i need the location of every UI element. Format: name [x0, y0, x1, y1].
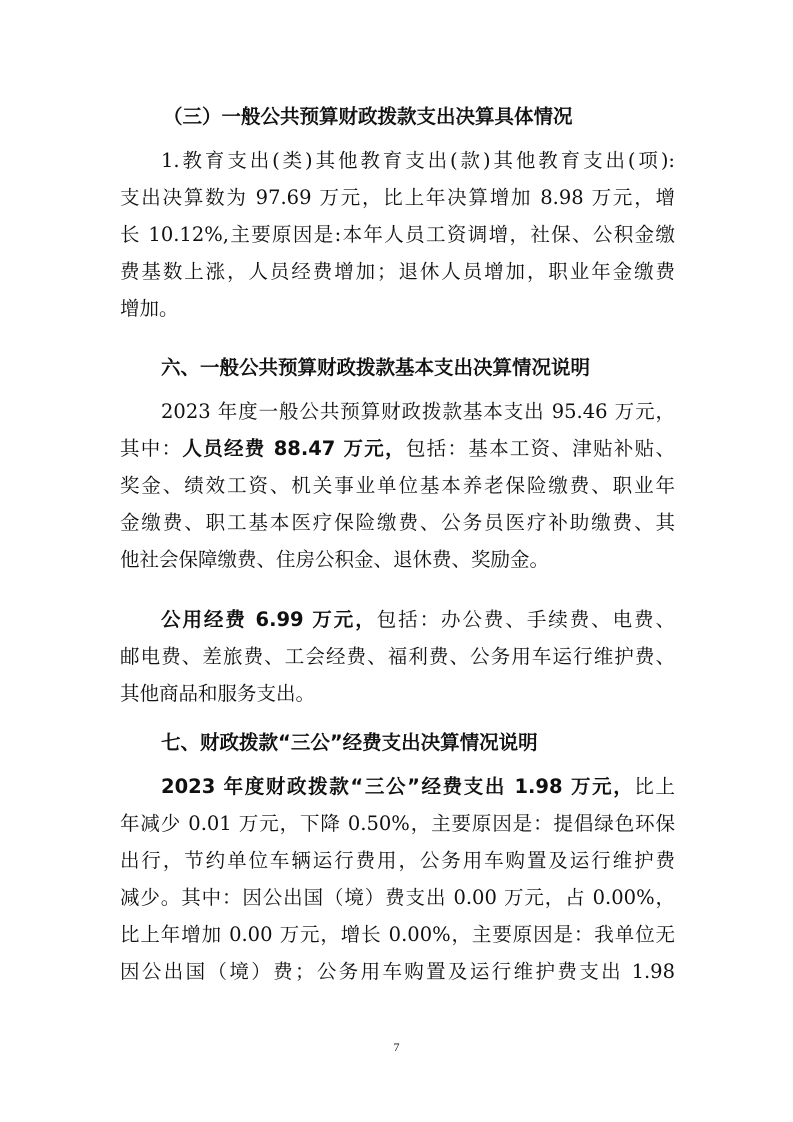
paragraph-line: 1.教育支出(类)其他教育支出(款)其他教育支出(项):: [161, 149, 675, 172]
paragraph-line: [120, 430, 675, 467]
text-run: 包括：办公费、手续费、电费、: [376, 608, 675, 631]
page-number: 7: [393, 1040, 400, 1054]
paragraph-line: 其他商品和服务支出。: [120, 682, 316, 705]
section-3-paragraph: [120, 142, 675, 327]
paragraph-line: 减少。其中：因公出国（境）费支出 0.00 万元，占 0.00%，: [120, 886, 675, 909]
paragraph-line: 长 10.12%,主要原因是:本年人员工资调增，社保、公积金缴: [120, 223, 675, 246]
section-7-paragraph: [120, 768, 675, 990]
text-run: 包括：基本工资、津贴补贴、: [405, 437, 675, 460]
section-6-paragraph-1: [120, 393, 675, 578]
public-cost-highlight: 公用经费 6.99 万元，: [161, 608, 377, 631]
paragraph-line: 他社会保障缴费、住房公积金、退休费、奖励金。: [120, 548, 550, 571]
paragraph-line: 年减少 0.01 万元，下降 0.50%，主要原因是：提倡绿色环保: [120, 812, 675, 835]
paragraph-line: 邮电费、差旅费、工会经费、福利费、公务用车运行维护费、: [120, 645, 675, 668]
text-run: 其中：: [120, 437, 183, 460]
paragraph-line: [120, 768, 675, 805]
paragraph-line: 奖金、绩效工资、机关事业单位基本养老保险缴费、职业年: [120, 474, 675, 497]
text-run: 比上: [634, 775, 675, 798]
paragraph-line: 出行，节约单位车辆运行费用，公务用车购置及运行维护费: [120, 849, 675, 872]
section-7-heading: 七、财政拨款“三公”经费支出决算情况说明: [161, 731, 538, 754]
paragraph-line: 比上年增加 0.00 万元，增长 0.00%，主要原因是：我单位无: [120, 923, 675, 946]
section-6-heading: 六、一般公共预算财政拨款基本支出决算情况说明: [161, 356, 591, 379]
paragraph-line: 增加。: [120, 297, 179, 320]
paragraph-line: 支出决算数为 97.69 万元，比上年决算增加 8.98 万元，增: [120, 186, 675, 209]
section-6-paragraph-2: [120, 601, 675, 712]
paragraph-line: 金缴费、职工基本医疗保险缴费、公务员医疗补助缴费、其: [120, 511, 675, 534]
personnel-cost-highlight: 人员经费 88.47 万元，: [182, 437, 406, 460]
three-public-cost-highlight: 2023 年度财政拨款“三公”经费支出 1.98 万元，: [161, 775, 635, 798]
paragraph-line: 费基数上涨，人员经费增加；退休人员增加，职业年金缴费: [120, 260, 675, 283]
section-3-heading: （三）一般公共预算财政拨款支出决算具体情况: [163, 105, 573, 128]
paragraph-line: [120, 601, 675, 638]
paragraph-line: 2023 年度一般公共预算财政拨款基本支出 95.46 万元，: [161, 400, 675, 423]
paragraph-line: 因公出国（境）费；公务用车购置及运行维护费支出 1.98: [120, 960, 675, 983]
